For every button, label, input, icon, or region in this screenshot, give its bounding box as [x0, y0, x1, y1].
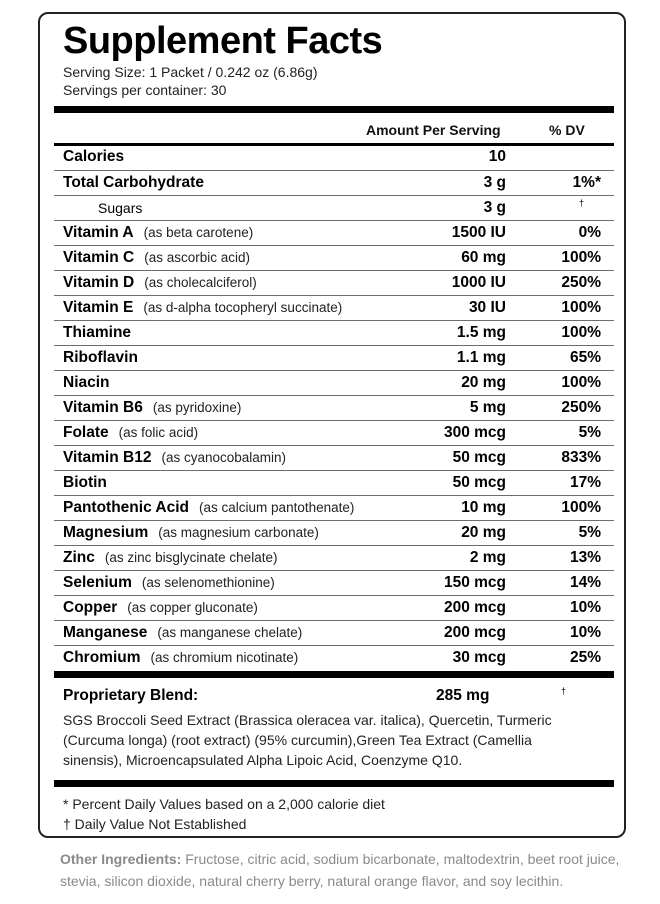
nutrient-dv: 13% — [569, 549, 601, 566]
nutrient-source-note: (as beta carotene) — [143, 225, 254, 240]
nutrient-row — [54, 345, 614, 370]
nutrient-name-text: Vitamin E — [63, 299, 134, 316]
nutrient-source-note: (as ascorbic acid) — [144, 250, 250, 265]
nutrient-name-text: Vitamin D — [63, 274, 135, 291]
nutrient-row — [54, 295, 614, 320]
nutrient-amount: 20 mg — [461, 524, 506, 541]
proprietary-blend-dv: † — [561, 686, 567, 696]
nutrient-source-note: (as chromium nicotinate) — [150, 650, 299, 665]
divider-thick — [54, 780, 614, 787]
nutrient-amount: 1500 IU — [451, 224, 506, 241]
nutrient-amount: 200 mcg — [443, 624, 506, 641]
nutrient-source-note: (as magnesium carbonate) — [158, 525, 319, 540]
nutrient-dv: 14% — [569, 574, 601, 591]
nutrient-amount: 50 mcg — [452, 449, 506, 466]
serving-info — [63, 63, 317, 99]
nutrient-row — [54, 170, 614, 195]
nutrient-name — [63, 224, 253, 242]
nutrient-dv: 5% — [578, 524, 601, 541]
nutrient-name-text: Total Carbohydrate — [63, 174, 204, 191]
nutrient-row — [54, 470, 614, 495]
nutrient-source-note: (as pyridoxine) — [152, 400, 242, 415]
nutrient-row — [54, 145, 614, 170]
nutrient-name-text: Magnesium — [63, 524, 149, 541]
proprietary-blend-label: Proprietary Blend: — [63, 687, 199, 704]
nutrient-name — [63, 324, 131, 342]
nutrient-amount: 3 g — [483, 199, 506, 216]
nutrient-source-note: (as zinc bisglycinate chelate) — [104, 550, 278, 565]
nutrient-row — [54, 370, 614, 395]
nutrient-amount: 1.1 mg — [456, 349, 506, 366]
nutrient-row — [54, 520, 614, 545]
nutrient-amount: 1000 IU — [451, 274, 506, 291]
nutrient-dv: 100% — [561, 249, 601, 266]
nutrient-name — [63, 499, 354, 517]
nutrient-name — [63, 549, 277, 567]
nutrient-dv: 65% — [569, 349, 601, 366]
nutrient-name-text: Copper — [63, 599, 118, 616]
nutrient-name-text: Biotin — [63, 474, 107, 491]
nutrient-name — [63, 524, 319, 542]
nutrient-dv: 5% — [578, 424, 601, 441]
nutrient-amount: 60 mg — [461, 249, 506, 266]
nutrient-row — [54, 220, 614, 245]
nutrient-name-text: Calories — [63, 148, 125, 165]
nutrient-name — [63, 174, 204, 192]
nutrient-name-text: Pantothenic Acid — [63, 499, 190, 516]
nutrient-dv: 833% — [561, 449, 601, 466]
nutrient-dv: 1%* — [572, 174, 601, 191]
nutrient-name — [63, 349, 138, 367]
other-ingredients-label: Other Ingredients: — [60, 851, 182, 867]
nutrient-amount: 5 mg — [469, 399, 506, 416]
nutrient-row — [54, 420, 614, 445]
nutrient-dv: 17% — [569, 474, 601, 491]
nutrient-row — [54, 395, 614, 420]
nutrient-row — [54, 270, 614, 295]
nutrient-dv: 0% — [578, 224, 601, 241]
nutrient-name — [63, 474, 107, 492]
nutrient-name — [63, 599, 258, 617]
nutrient-name — [63, 449, 286, 467]
nutrient-name-text: Riboflavin — [63, 349, 138, 366]
nutrient-source-note: (as cholecalciferol) — [144, 275, 257, 290]
nutrient-dv: † — [578, 198, 584, 208]
nutrient-dv: 250% — [561, 274, 601, 291]
footnote-dv-basis: * Percent Daily Values based on a 2,000 calorie diet — [63, 796, 385, 812]
other-ingredients — [60, 848, 620, 892]
nutrient-name-text: Selenium — [63, 574, 132, 591]
nutrient-row — [54, 495, 614, 520]
nutrient-name — [98, 200, 142, 216]
nutrient-source-note: (as copper gluconate) — [127, 600, 258, 615]
nutrient-amount: 30 mcg — [452, 649, 506, 666]
nutrient-name-text: Manganese — [63, 624, 148, 641]
amount-per-serving-header: Amount Per Serving — [366, 122, 501, 138]
servings-per-container: Servings per container: 30 — [63, 82, 227, 98]
nutrient-dv: 10% — [569, 624, 601, 641]
nutrient-name — [63, 299, 342, 317]
nutrient-amount: 50 mcg — [452, 474, 506, 491]
nutrient-row — [54, 645, 614, 670]
serving-size: Serving Size: 1 Packet / 0.242 oz (6.86g) — [63, 64, 318, 80]
nutrient-dv: 100% — [561, 299, 601, 316]
nutrient-dv: 25% — [569, 649, 601, 666]
nutrient-table — [54, 145, 614, 670]
nutrient-name — [63, 274, 257, 292]
nutrient-amount: 3 g — [483, 174, 506, 191]
nutrient-row — [54, 320, 614, 345]
nutrient-source-note: (as manganese chelate) — [157, 625, 303, 640]
nutrient-dv: 100% — [561, 324, 601, 341]
dv-header: % DV — [549, 122, 585, 138]
nutrient-name — [63, 424, 198, 442]
footnote-not-established: † Daily Value Not Established — [63, 816, 247, 832]
nutrient-name — [63, 148, 124, 166]
nutrient-dv: 10% — [569, 599, 601, 616]
nutrient-source-note: (as selenomethionine) — [141, 575, 275, 590]
nutrient-row — [54, 595, 614, 620]
nutrient-dv: 250% — [561, 399, 601, 416]
nutrient-row — [54, 620, 614, 645]
nutrient-name-text: Vitamin B6 — [63, 399, 143, 416]
nutrient-name — [63, 374, 110, 392]
nutrient-source-note: (as d-alpha tocopheryl succinate) — [143, 300, 343, 315]
nutrient-name-text: Vitamin C — [63, 249, 135, 266]
nutrient-name — [63, 399, 241, 417]
nutrient-name — [63, 249, 250, 267]
nutrient-name-text: Chromium — [63, 649, 141, 666]
nutrient-name-text: Zinc — [63, 549, 95, 566]
nutrient-dv: 100% — [561, 374, 601, 391]
nutrient-name-text: Thiamine — [63, 324, 132, 341]
nutrient-name-text: Niacin — [63, 374, 110, 391]
nutrient-row — [54, 245, 614, 270]
nutrient-name — [63, 574, 275, 592]
other-ingredients-text: Fructose, citric acid, sodium bicarbonate, maltodextrin, beet root juice, stevia, silicon dioxide, natural cherry berry, natural orange flavor, and soy lecithin. — [60, 851, 620, 889]
nutrient-amount: 150 mcg — [443, 574, 506, 591]
divider-thick — [54, 106, 614, 113]
nutrient-amount: 200 mcg — [443, 599, 506, 616]
nutrient-source-note: (as folic acid) — [118, 425, 199, 440]
nutrient-amount: 20 mg — [461, 374, 506, 391]
proprietary-blend-description: SGS Broccoli Seed Extract (Brassica oleracea var. italica), Quercetin, Turmeric (Curcuma longa) (root extract) (95% curcumin),Green Tea Extract (Camellia sinensis), Microencapsulated Alpha Lipoic Acid, Coenzyme Q10. — [63, 712, 552, 768]
nutrient-source-note: (as cyanocobalamin) — [161, 450, 287, 465]
nutrient-amount: 10 mg — [461, 499, 506, 516]
nutrient-row — [54, 195, 614, 220]
nutrient-dv: 100% — [561, 499, 601, 516]
proprietary-blend-amount: 285 mg — [436, 687, 490, 704]
panel-title: Supplement Facts — [63, 20, 383, 62]
nutrient-source-note: (as calcium pantothenate) — [199, 500, 355, 515]
nutrient-amount: 10 — [488, 148, 506, 165]
nutrient-row — [54, 570, 614, 595]
nutrient-amount: 2 mg — [469, 549, 506, 566]
nutrient-name-text: Folate — [63, 424, 109, 441]
nutrient-row — [54, 545, 614, 570]
nutrient-name — [63, 624, 302, 642]
nutrient-row — [54, 445, 614, 470]
nutrient-name-text: Vitamin A — [63, 224, 134, 241]
nutrient-name — [63, 649, 298, 667]
nutrient-name-text: Vitamin B12 — [63, 449, 152, 466]
nutrient-amount: 300 mcg — [443, 424, 506, 441]
nutrient-amount: 30 IU — [468, 299, 506, 316]
divider-thick — [54, 671, 614, 678]
supplement-facts-panel — [38, 12, 626, 838]
nutrient-name-text: Sugars — [98, 200, 143, 216]
nutrient-amount: 1.5 mg — [456, 324, 506, 341]
